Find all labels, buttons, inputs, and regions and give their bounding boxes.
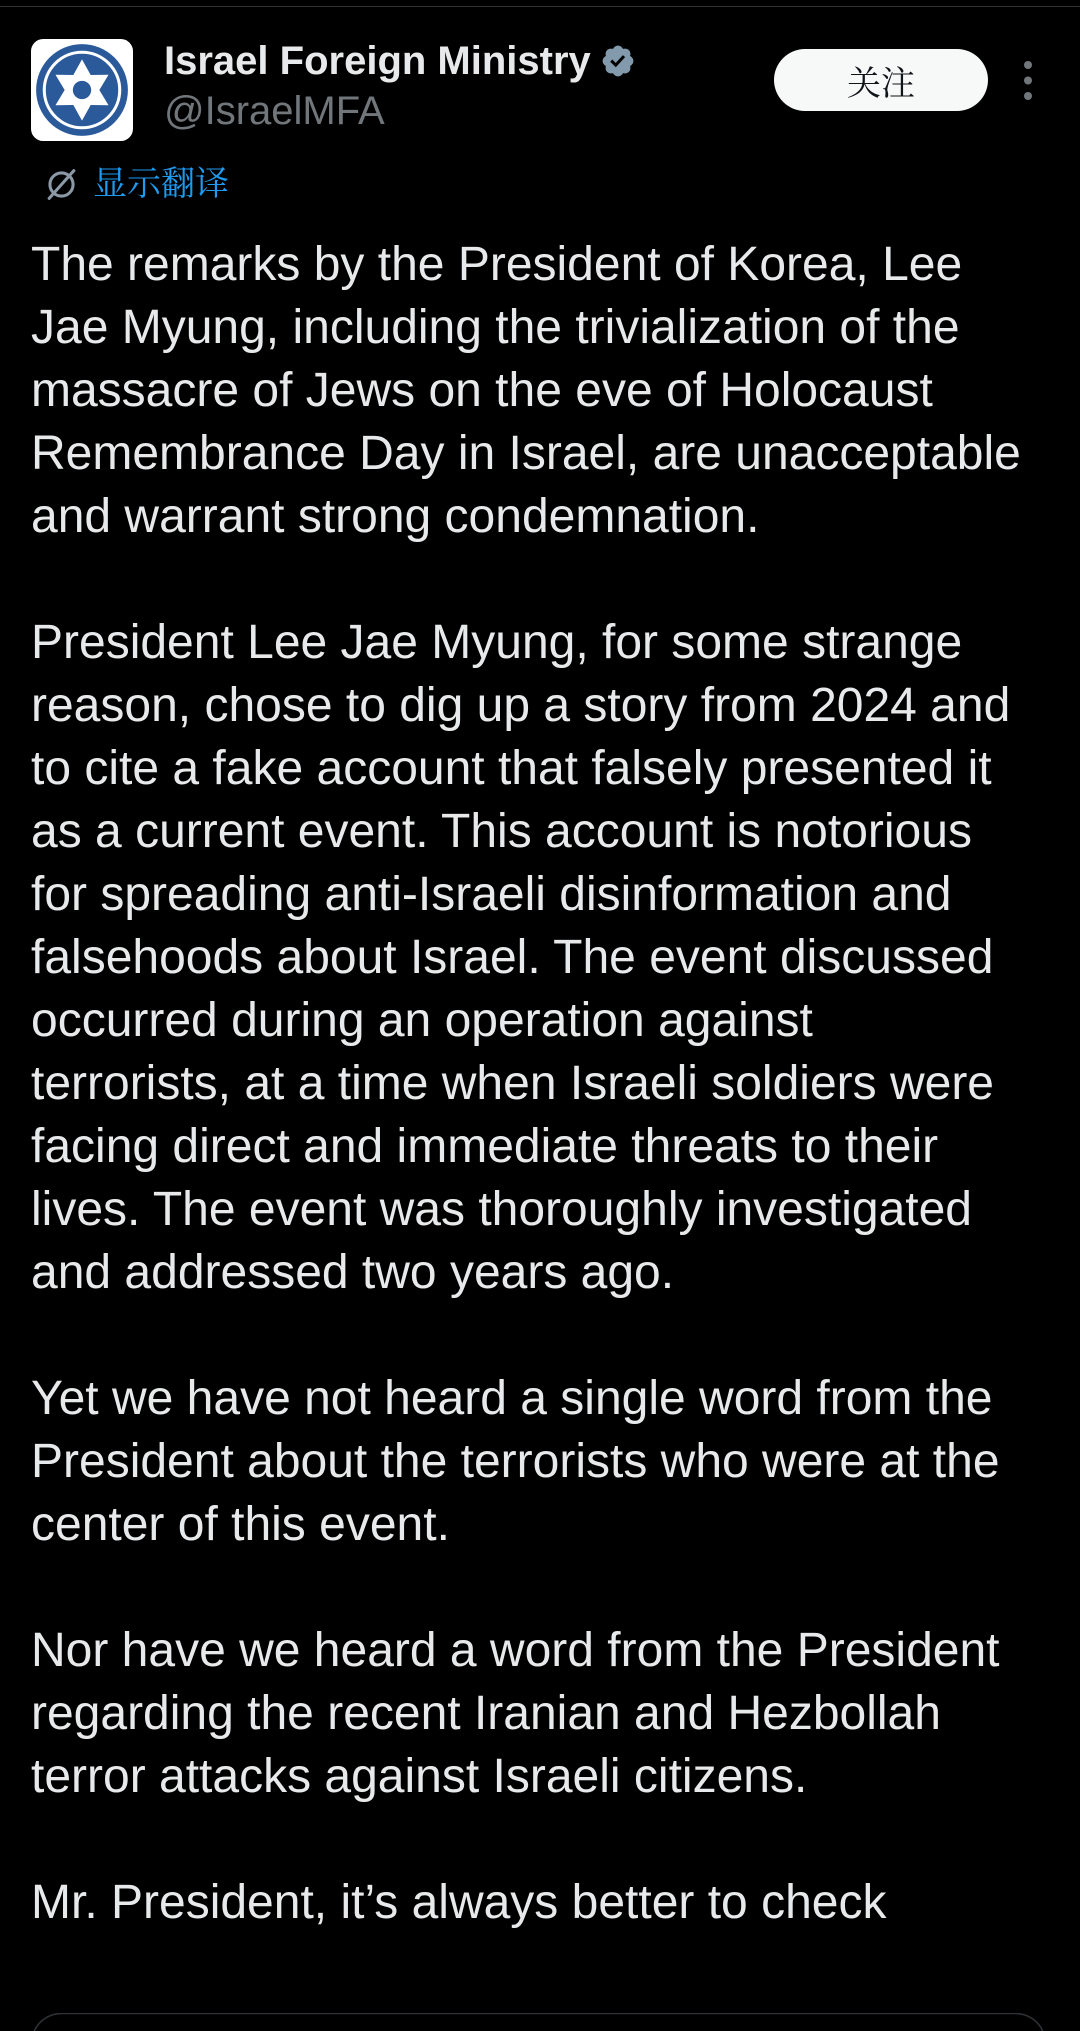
show-translation-label[interactable]: 显示翻译 bbox=[93, 164, 229, 204]
post-paragraph bbox=[31, 1367, 1061, 1556]
text-line: for spreading anti-Israeli disinformation and bbox=[31, 868, 952, 921]
avatar[interactable] bbox=[31, 39, 133, 141]
text-line: and addressed two years ago. bbox=[31, 1246, 675, 1299]
post-paragraph bbox=[31, 1871, 1061, 1934]
text-line: lives. The event was thoroughly investigated bbox=[31, 1183, 972, 1236]
show-translation-link[interactable] bbox=[43, 160, 229, 208]
top-divider bbox=[0, 6, 1080, 7]
text-line: President about the terrorists who were at the bbox=[31, 1435, 1000, 1488]
post-body bbox=[31, 233, 1061, 1997]
text-line: Yet we have not heard a single word from the bbox=[31, 1372, 993, 1425]
text-line: to cite a fake account that falsely presented it bbox=[31, 742, 992, 795]
text-line: massacre of Jews on the eve of Holocaust bbox=[31, 364, 933, 417]
post-paragraph bbox=[31, 611, 1061, 1304]
text-line: and warrant strong condemnation. bbox=[31, 490, 760, 543]
text-line: The remarks by the President of Korea, Lee bbox=[31, 238, 963, 291]
translate-icon bbox=[43, 166, 80, 203]
author-name[interactable]: Israel Foreign Ministry bbox=[164, 39, 591, 83]
post-paragraph bbox=[31, 1619, 1061, 1808]
author-name-row[interactable] bbox=[164, 36, 636, 86]
text-line: Jae Myung, including the trivialization of the bbox=[31, 301, 960, 354]
follow-button[interactable]: 关注 bbox=[774, 49, 988, 111]
text-line: terror attacks against Israeli citizens. bbox=[31, 1750, 808, 1803]
text-line: President Lee Jae Myung, for some strange bbox=[31, 616, 963, 669]
text-line: facing direct and immediate threats to their bbox=[31, 1120, 939, 1173]
israel-mfa-emblem-icon bbox=[31, 39, 133, 141]
text-line: center of this event. bbox=[31, 1498, 450, 1551]
text-line: as a current event. This account is notorious bbox=[31, 805, 972, 858]
more-vertical-icon[interactable] bbox=[1018, 57, 1038, 103]
post-paragraph bbox=[31, 233, 1061, 548]
text-line: regarding the recent Iranian and Hezbollah bbox=[31, 1687, 941, 1740]
text-line: terrorists, at a time when Israeli soldiers were bbox=[31, 1057, 994, 1110]
text-line: reason, chose to dig up a story from 2024 and bbox=[31, 679, 1011, 732]
text-line: occurred during an operation against bbox=[31, 994, 813, 1047]
text-line: falsehoods about Israel. The event discussed bbox=[31, 931, 994, 984]
embedded-card-edge[interactable] bbox=[31, 2013, 1046, 2031]
author-handle[interactable]: @IsraelMFA bbox=[164, 89, 385, 133]
verified-badge-icon[interactable] bbox=[600, 43, 636, 79]
text-line: Nor have we heard a word from the President bbox=[31, 1624, 1000, 1677]
text-line: Mr. President, it’s always better to check bbox=[31, 1876, 887, 1929]
text-line: Remembrance Day in Israel, are unacceptable bbox=[31, 427, 1021, 480]
